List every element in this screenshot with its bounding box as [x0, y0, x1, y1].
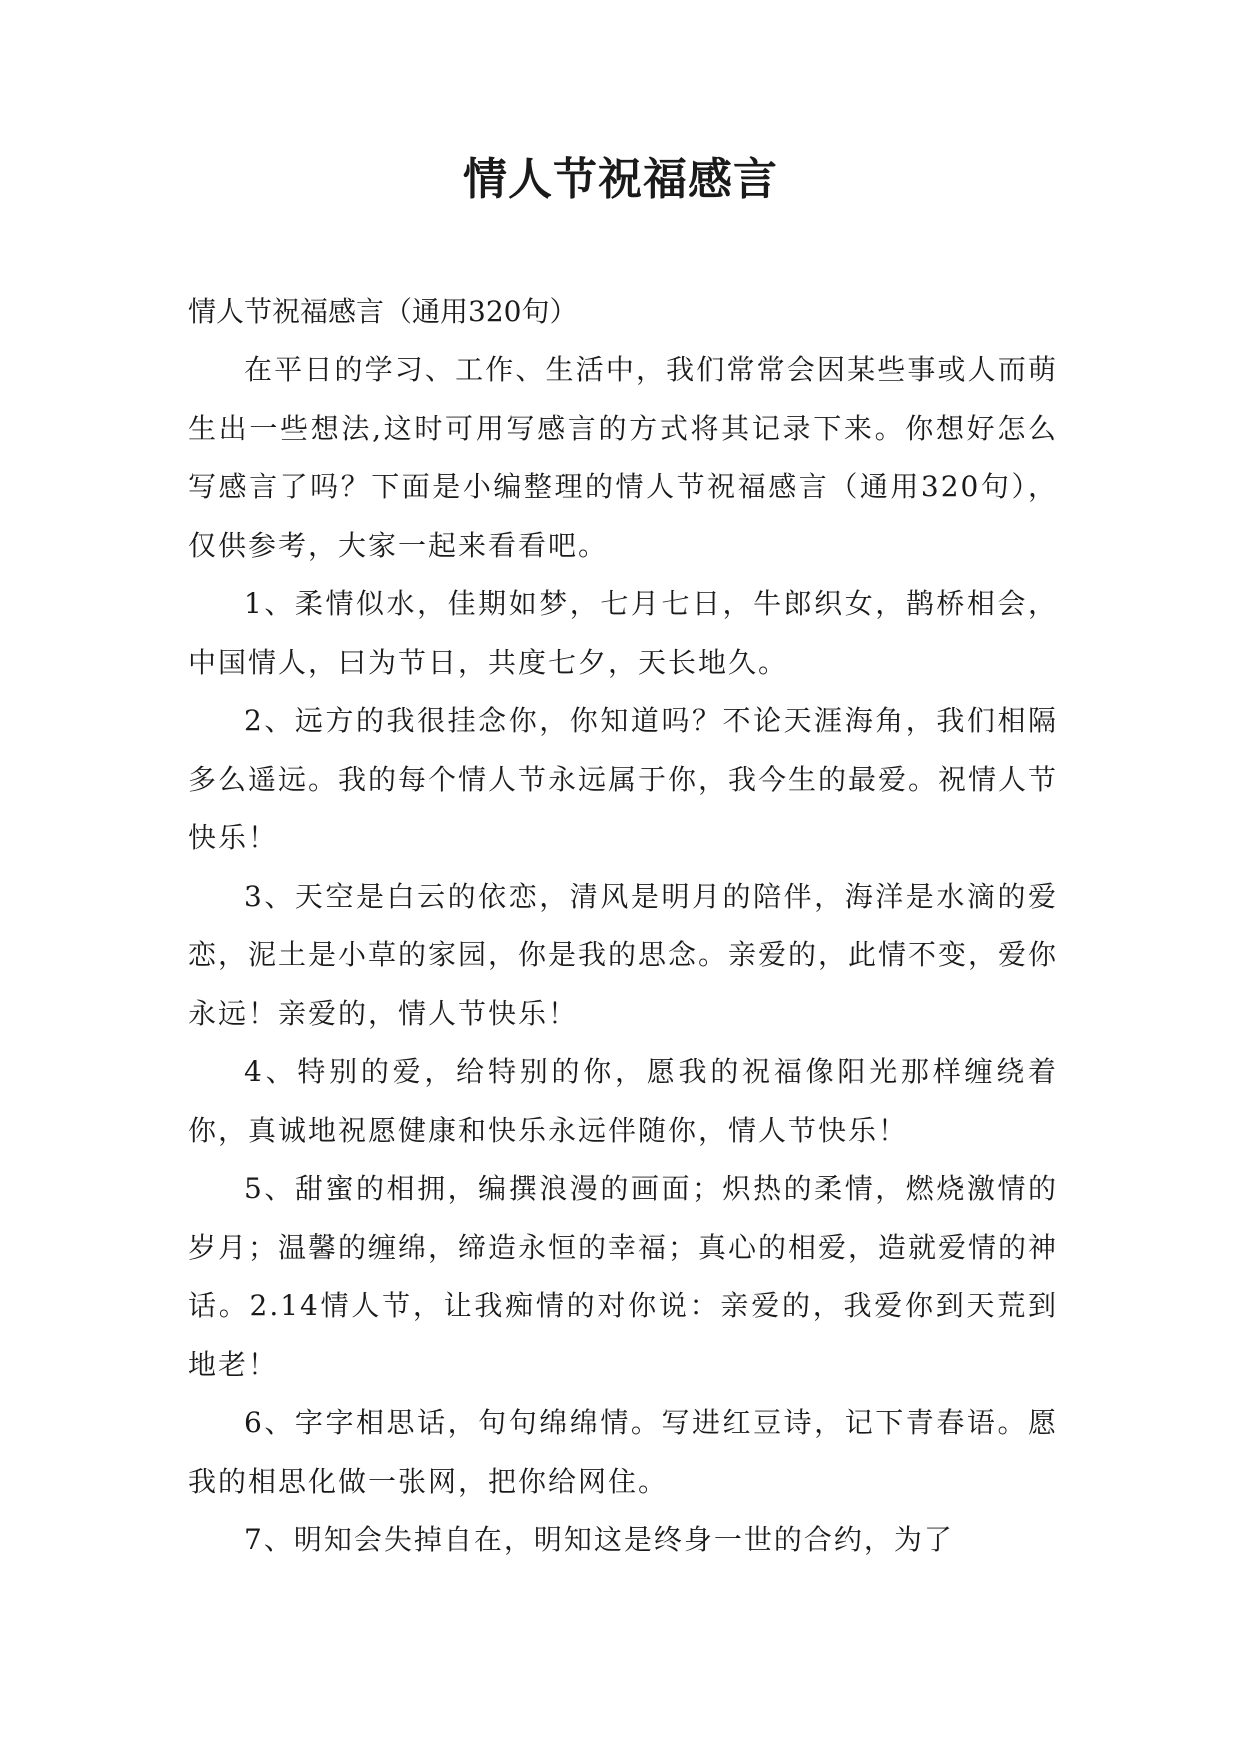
page-title: 情人节祝福感言 — [463, 154, 778, 205]
wish-paragraph-5: 5、甜蜜的相拥，编撰浪漫的画面；炽热的柔情，燃烧激情的岁月；温馨的缠绵，缔造永恒的幸福；真心的相爱，造就爱情的神话。2.14情人节，让我痴情的对你说：亲爱的，我爱你到天荒到地老！ — [188, 1172, 1059, 1381]
document-body — [188, 283, 1058, 1570]
intro-paragraph: 在平日的学习、工作、生活中，我们常常会因某些事或人而萌生出一些想法,这时可用写感言的方式将其记录下来。你想好怎么写感言了吗？下面是小编整理的情人节祝福感言（通用320句），仅供参考，大家一起来看看吧。 — [188, 353, 1058, 562]
wish-paragraph-4: 4、特别的爱，给特别的你，愿我的祝福像阳光那样缠绕着你，真诚地祝愿健康和快乐永远伴随你，情人节快乐！ — [188, 1055, 1058, 1147]
wish-paragraph-2: 2、远方的我很挂念你，你知道吗？不论天涯海角，我们相隔多么遥远。我的每个情人节永远属于你，我今生的最爱。祝情人节快乐！ — [188, 704, 1059, 854]
wish-paragraph-3: 3、天空是白云的依恋，清风是明月的陪伴，海洋是水滴的爱恋，泥土是小草的家园，你是我的思念。亲爱的，此情不变，爱你永远！亲爱的，情人节快乐！ — [188, 879, 1059, 1030]
document-subtitle: 情人节祝福感言（通用320句） — [188, 295, 578, 328]
wish-paragraph-1: 1、柔情似水，佳期如梦，七月七日，牛郎织女，鹊桥相会，中国情人，曰为节日，共度七夕，天长地久。 — [188, 587, 1058, 679]
wish-paragraph-6: 6、字字相思话，句句绵绵情。写进红豆诗，记下青春语。愿我的相思化做一张网，把你给网住。 — [188, 1406, 1058, 1498]
wish-paragraph-7: 7、明知会失掉自在，明知这是终身一世的合约，为了 — [244, 1523, 954, 1556]
